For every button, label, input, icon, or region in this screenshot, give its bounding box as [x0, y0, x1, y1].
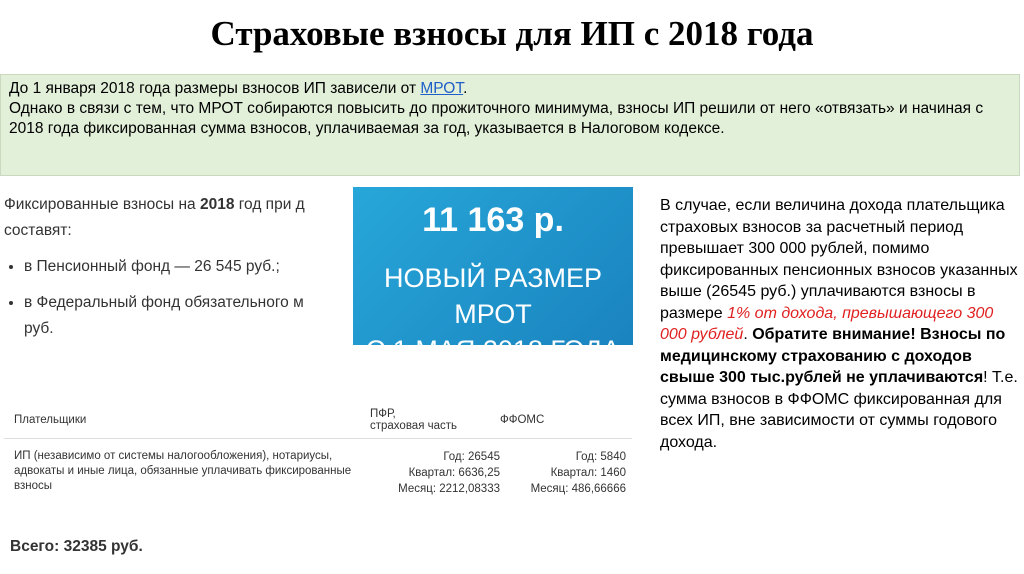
cell-pfr-year: Год: 26545: [443, 451, 500, 463]
cell-payer: ИП (независимо от системы налогообложения), нотариусы, адвокаты и иные лица, обязанные уплачивать фиксированные взносы: [14, 450, 352, 492]
table-row: [4, 439, 632, 497]
cell-pfr: [370, 449, 500, 497]
excerpt-heading-text: Фиксированные взносы на: [4, 196, 200, 213]
explanation-part-2: .: [743, 326, 753, 343]
contributions-table: [4, 402, 632, 497]
excerpt-heading-line2: составят:: [4, 222, 72, 239]
header-pfr: [370, 408, 500, 432]
header-ffoms: ФФОМС: [500, 414, 545, 426]
explanation-part-1: В случае, если величина дохода плательщика страховых взносов за расчетный период превышает 300 000 рублей, помимо фиксированных пенсионных взносов указанных выше (26545 руб.) уплачиваются взносы в размере: [660, 197, 1018, 322]
list-item-pension: • в Пенсионный фонд — 26 545 руб.;: [24, 254, 354, 280]
list-item-medical-text: в Федеральный фонд обязательного м: [24, 294, 304, 311]
mrot-link[interactable]: МРОТ: [420, 80, 464, 97]
cell-ffoms-year: Год: 5840: [575, 451, 626, 463]
list-item-medical-tail: руб.: [24, 320, 54, 337]
excerpt-year: 2018: [199, 196, 235, 213]
excerpt-list: [4, 254, 354, 342]
banner-caption-line-1: НОВЫЙ РАЗМЕР МРОТ: [383, 263, 603, 329]
slide-title: Страховые взносы для ИП с 2018 года: [210, 14, 814, 53]
fixed-contributions-excerpt: [4, 192, 354, 382]
cell-ffoms-quarter: Квартал: 1460: [550, 467, 626, 479]
intro-dot: .: [463, 80, 468, 97]
header-pfr-line-2: страховая часть: [370, 420, 458, 432]
explanation-text: [660, 195, 1020, 453]
header-pfr-line-1: ПФР,: [370, 408, 396, 420]
excerpt-heading-tail: год при д: [234, 196, 305, 213]
cell-pfr-month: Месяц: 2212,08333: [398, 483, 500, 495]
table-header: [4, 402, 632, 439]
mrot-banner: [353, 187, 633, 365]
cell-pfr-quarter: Квартал: 6636,25: [408, 467, 500, 479]
excerpt-heading: [4, 192, 354, 218]
intro-box: [0, 74, 1020, 176]
cell-ffoms-month: Месяц: 486,66666: [530, 483, 626, 495]
intro-line-2: Однако в связи с тем, что МРОТ собираются повысить до прожиточного минимума, взносы ИП решили от него «отвязать» и начиная с 2018 года фиксированная сумма взносов, уплачиваемая за год, указывается в Налоговом кодексе.: [9, 100, 984, 137]
intro-line-1: [9, 79, 1011, 99]
explanation-highlight: 1% от дохода, превышающего 300 000 рублей: [660, 304, 994, 343]
banner-caption: [353, 260, 633, 368]
list-item-medical: [24, 290, 354, 342]
intro-text: До 1 января 2018 года размеры взносов ИП зависели от: [9, 80, 421, 97]
banner-amount: 11 163 р.: [422, 201, 564, 239]
explanation-notice: Обратите внимание! Взносы по медицинскому страхованию с доходов свыше 300 тыс.рублей не уплачиваются: [660, 326, 1006, 386]
banner-caption-line-2: С 1 МАЯ 2018 ГОДА: [365, 335, 621, 365]
explanation-part-3: ! Т.е. сумма взносов в ФФОМС фиксированная для всех ИП, вне зависимости от суммы годового дохода.: [660, 369, 1018, 451]
header-payers: Плательщики: [14, 414, 87, 426]
total-amount: Всего: 32385 руб.: [10, 538, 143, 555]
cell-ffoms: [500, 449, 626, 497]
